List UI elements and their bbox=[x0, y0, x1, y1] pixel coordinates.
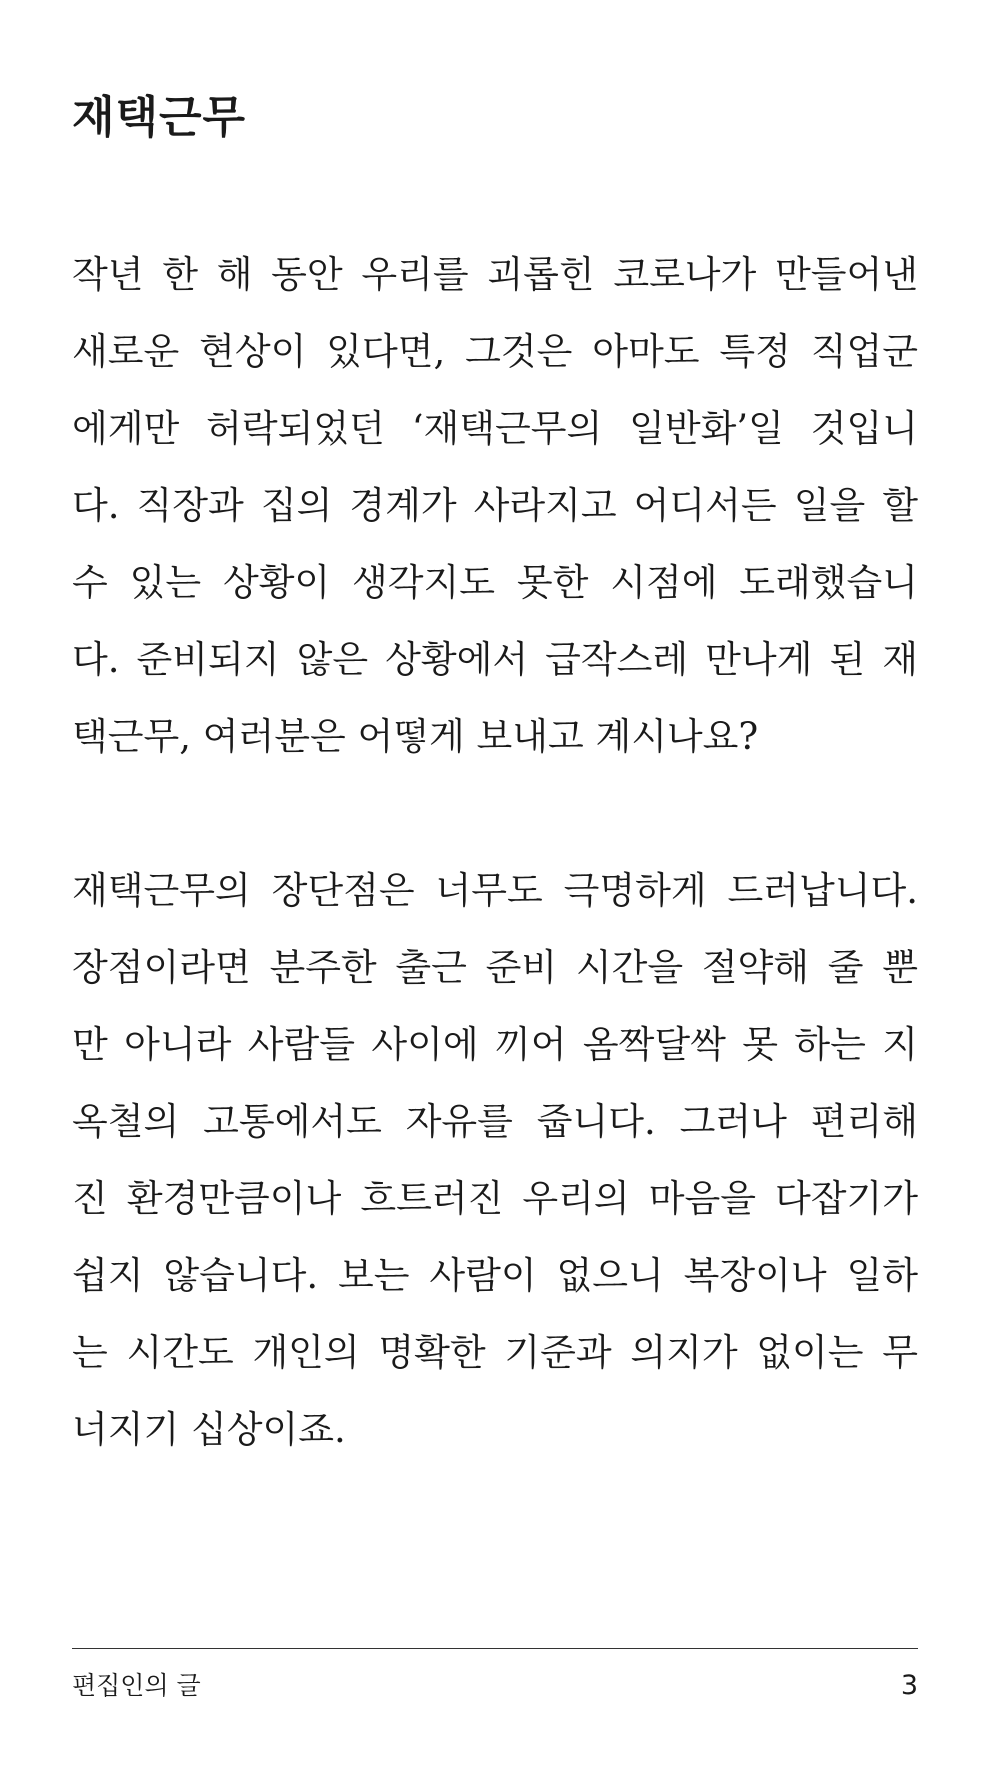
text-line: 너지기 십상이죠. bbox=[72, 1408, 346, 1451]
text-line: 는 시간도 개인의 명확한 기준과 의지가 없이는 무 bbox=[72, 1331, 918, 1374]
text-line: 옥철의 고통에서도 자유를 줍니다. 그러나 편리해 bbox=[72, 1100, 918, 1143]
text-line: 쉽지 않습니다. 보는 사람이 없으니 복장이나 일하 bbox=[72, 1254, 918, 1297]
body-text bbox=[72, 236, 918, 1545]
text-line: 수 있는 상황이 생각지도 못한 시점에 도래했습니 bbox=[72, 561, 918, 604]
page-title: 재택근무 bbox=[72, 92, 247, 143]
text-line: 택근무, 여러분은 어떻게 보내고 계시나요? bbox=[72, 715, 759, 758]
text-line: 에게만 허락되었던 ‘재택근무의 일반화’일 것입니 bbox=[72, 407, 918, 450]
text-line: 다. 직장과 집의 경계가 사라지고 어디서든 일을 할 bbox=[72, 484, 918, 527]
text-line: 재택근무의 장단점은 너무도 극명하게 드러납니다. bbox=[72, 869, 918, 912]
footer-section-label: 편집인의 글 bbox=[72, 1671, 201, 1700]
text-line: 진 환경만큼이나 흐트러진 우리의 마음을 다잡기가 bbox=[72, 1177, 918, 1220]
text-line: 다. 준비되지 않은 상황에서 급작스레 만나게 된 재 bbox=[72, 638, 918, 681]
text-line: 만 아니라 사람들 사이에 끼어 옴짝달싹 못 하는 지 bbox=[72, 1023, 918, 1066]
text-line: 장점이라면 분주한 출근 준비 시간을 절약해 줄 뿐 bbox=[72, 946, 918, 989]
footer-divider bbox=[72, 1648, 918, 1649]
text-line: 작년 한 해 동안 우리를 괴롭힌 코로나가 만들어낸 bbox=[72, 253, 918, 296]
page-number: 3 bbox=[900, 1670, 918, 1701]
document-page bbox=[72, 0, 918, 1770]
paragraph-1 bbox=[72, 236, 918, 775]
paragraph-2 bbox=[72, 852, 918, 1468]
text-line: 새로운 현상이 있다면, 그것은 아마도 특정 직업군 bbox=[72, 330, 918, 373]
